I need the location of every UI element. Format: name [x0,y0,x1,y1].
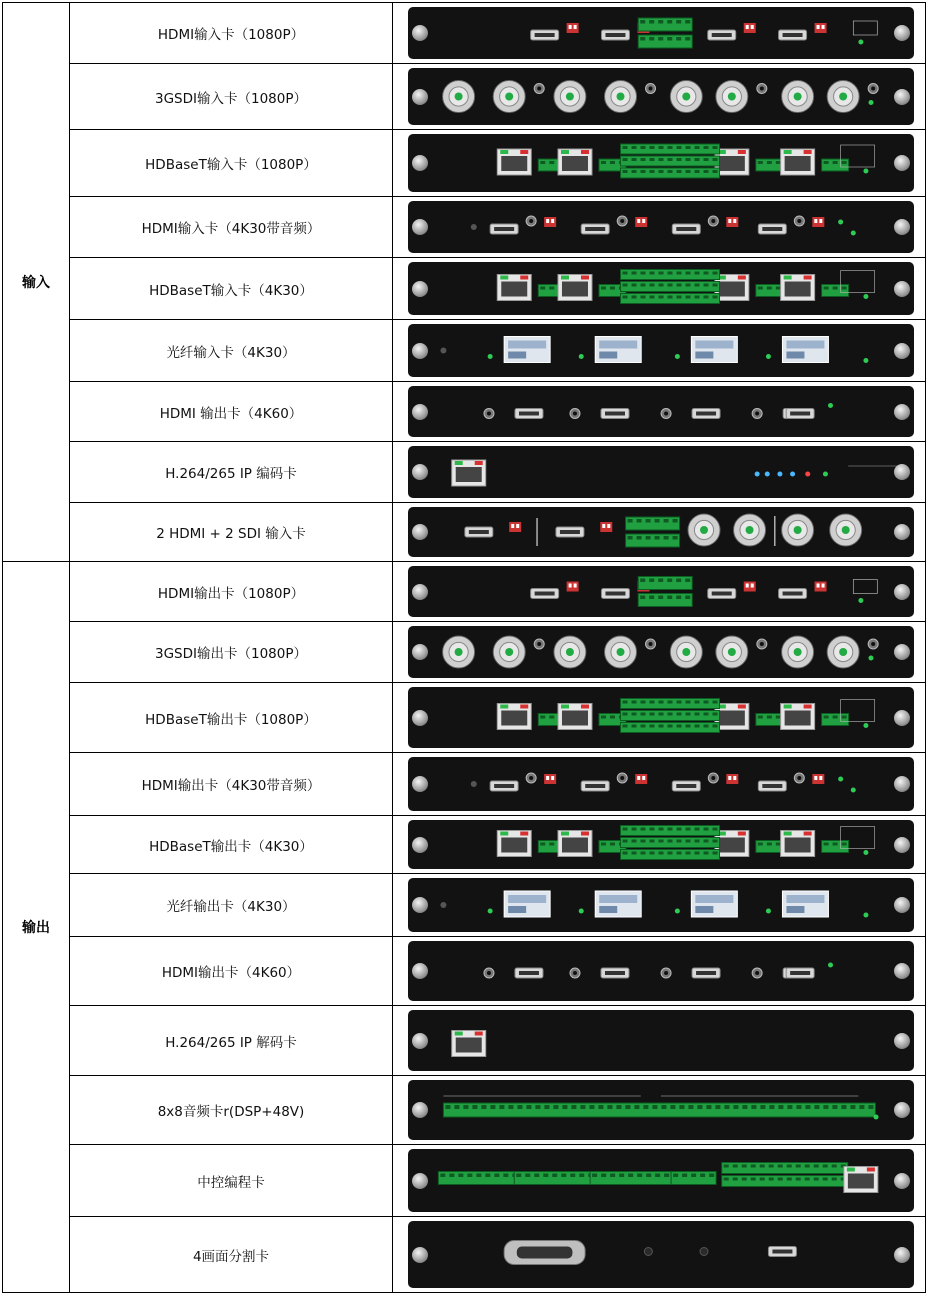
card-panel-image [393,64,926,130]
screw-icon [412,963,428,979]
screw-icon [412,464,428,480]
card-panel-image [393,1217,926,1293]
screw-icon [894,219,910,235]
screw-icon [412,897,428,913]
card-panel-image [393,816,926,874]
screw-icon [894,1247,910,1263]
screw-icon [412,1102,428,1118]
card-name: 3GSDI输出卡（1080P） [70,622,393,683]
panel-hdmi-4k60 [408,386,914,437]
screw-icon [894,1033,910,1049]
panel-drawing [408,687,914,748]
card-name: HDBaseT输出卡（1080P） [70,683,393,753]
card-name: 3GSDI输入卡（1080P） [70,64,393,130]
card-name: HDMI输出卡（4K30带音频） [70,753,393,816]
card-panel-image [393,130,926,197]
screw-icon [894,1102,910,1118]
screw-icon [412,404,428,420]
card-panel-image [393,320,926,382]
panel-hdbaset [408,262,914,315]
card-panel-image [393,683,926,753]
screw-icon [412,25,428,41]
card-panel-image [393,1006,926,1076]
screw-icon [412,281,428,297]
card-name: 中控编程卡 [70,1145,393,1217]
panel-hdbaset [408,687,914,748]
screw-icon [894,897,910,913]
panel-hdmi-sdi [408,507,914,557]
panel-drawing [408,324,914,377]
category-input: 输入 [3,3,70,562]
panel-drawing [408,566,914,617]
screw-icon [894,281,910,297]
panel-fiber [408,878,914,932]
panel-drawing [408,820,914,869]
screw-icon [894,524,910,540]
card-name: 光纤输出卡（4K30） [70,874,393,937]
panel-drawing [408,757,914,811]
card-name: H.264/265 IP 编码卡 [70,442,393,503]
screw-icon [894,963,910,979]
panel-drawing [408,386,914,437]
panel-drawing [408,446,914,498]
panel-hdmi-1080p [408,566,914,617]
screw-icon [412,1173,428,1189]
panel-hdmi-audio [408,757,914,811]
panel-drawing [408,134,914,192]
panel-hdmi-1080p [408,7,914,59]
card-name: H.264/265 IP 解码卡 [70,1006,393,1076]
screw-icon [412,1247,428,1263]
screw-icon [894,404,910,420]
card-name: HDBaseT输入卡（4K30） [70,258,393,320]
card-name: HDMI输出卡（1080P） [70,562,393,622]
panel-sdi [408,68,914,125]
card-panel-image [393,442,926,503]
panel-control [408,1149,914,1212]
panel-fiber [408,324,914,377]
screw-icon [412,837,428,853]
screw-icon [894,584,910,600]
panel-decoder [408,1010,914,1071]
panel-drawing [408,262,914,315]
card-panel-image [393,3,926,64]
panel-drawing [408,1149,914,1212]
screw-icon [412,155,428,171]
panel-drawing [408,878,914,932]
panel-hdmi-audio [408,201,914,253]
panel-drawing [408,626,914,678]
screw-icon [412,343,428,359]
card-panel-image [393,503,926,562]
category-output: 输出 [3,562,70,1293]
card-name: HDMI输入卡（4K30带音频） [70,197,393,258]
screw-icon [894,155,910,171]
screw-icon [412,89,428,105]
panel-drawing [408,1080,914,1140]
panel-encoder [408,446,914,498]
panel-drawing [408,1221,914,1288]
panel-split [408,1221,914,1288]
panel-drawing [408,941,914,1001]
card-name: 4画面分割卡 [70,1217,393,1293]
card-panel-image [393,1076,926,1145]
screw-icon [412,1033,428,1049]
card-panel-image [393,937,926,1006]
screw-icon [894,464,910,480]
screw-icon [894,644,910,660]
card-panel-image [393,874,926,937]
screw-icon [894,776,910,792]
screw-icon [894,343,910,359]
panel-drawing [408,7,914,59]
screw-icon [412,776,428,792]
card-panel-image [393,622,926,683]
card-name: 8x8音频卡r(DSP+48V) [70,1076,393,1145]
panel-sdi [408,626,914,678]
card-name: HDBaseT输出卡（4K30） [70,816,393,874]
screw-icon [894,89,910,105]
screw-icon [412,710,428,726]
screw-icon [894,837,910,853]
card-panel-image [393,197,926,258]
card-panel-image [393,258,926,320]
card-name: HDMI 输出卡（4K60） [70,382,393,442]
card-name: 光纤输入卡（4K30） [70,320,393,382]
card-panel-image [393,382,926,442]
panel-drawing [408,201,914,253]
card-panel-image [393,1145,926,1217]
screw-icon [894,25,910,41]
panel-drawing [408,507,914,557]
card-name: 2 HDMI + 2 SDI 输入卡 [70,503,393,562]
panel-hdmi-4k60 [408,941,914,1001]
panel-drawing [408,68,914,125]
screw-icon [412,219,428,235]
panel-drawing [408,1010,914,1071]
screw-icon [412,584,428,600]
card-panel-image [393,562,926,622]
screw-icon [894,1173,910,1189]
card-name: HDMI输入卡（1080P） [70,3,393,64]
screw-icon [412,524,428,540]
card-name: HDBaseT输入卡（1080P） [70,130,393,197]
card-name: HDMI输出卡（4K60） [70,937,393,1006]
screw-icon [894,710,910,726]
panel-hdbaset [408,820,914,869]
card-panel-image [393,753,926,816]
panel-hdbaset [408,134,914,192]
screw-icon [412,644,428,660]
panel-audio-dsp [408,1080,914,1140]
card-table [2,2,926,1293]
